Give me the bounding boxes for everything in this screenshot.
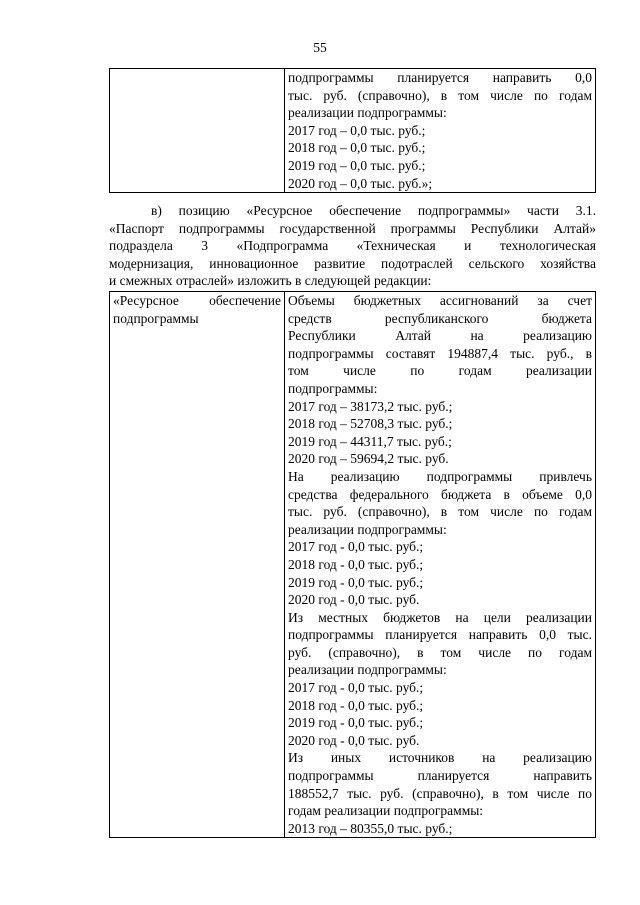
text-line: Объемы бюджетных ассигнований за счет: [288, 293, 592, 308]
text-line: 188552,7 тыс. руб. (справочно), в том числе по: [288, 785, 592, 801]
resource-provision-label-cell: [110, 292, 285, 838]
paragraph-line: модернизация, инновационное развитие подотраслей сельского хозяйства: [109, 255, 596, 271]
text-line: 2020 год - 0,0 тыс. руб.: [288, 592, 420, 608]
paragraph-line: подраздела 3 «Подпрограмма «Техническая и технологическая: [109, 238, 596, 254]
text-line: 2020 год – 59694,2 тыс. руб.: [288, 451, 449, 467]
text-line: тыс. руб. (справочно), в том числе по годам: [288, 87, 592, 103]
text-line: 2018 год - 0,0 тыс. руб.;: [288, 556, 424, 572]
text-line: годам реализации подпрограммы:: [288, 803, 484, 819]
text-line: подпрограммы составят 194887,4 тыс. руб., в: [288, 345, 592, 361]
text-line: 2017 год - 0,0 тыс. руб.;: [288, 539, 424, 555]
paragraph-line: «Паспорт подпрограммы государственной программы Республики Алтай»: [109, 220, 596, 236]
text-line: 2018 год – 0,0 тыс. руб.;: [288, 140, 426, 156]
paragraph-line: и смежных отраслей» изложить в следующей редакции:: [109, 273, 432, 289]
text-line: реализации подпрограммы:: [288, 521, 447, 537]
top-table-left-cell: [110, 69, 285, 193]
page-number: 55: [313, 40, 327, 55]
text-line: 2019 год – 44311,7 тыс. руб.;: [288, 433, 452, 449]
text-line: подпрограммы планируется направить: [288, 768, 592, 784]
text-line: Из местных бюджетов на цели реализации: [288, 609, 592, 625]
text-line: подпрограммы планируется направить 0,0: [288, 70, 592, 85]
text-line: 2020 год – 0,0 тыс. руб.»;: [288, 175, 433, 191]
text-line: Республики Алтай на реализацию: [288, 328, 592, 344]
text-line: реализации подпрограммы:: [288, 105, 447, 121]
text-line: 2013 год – 80355,0 тыс. руб.;: [288, 820, 453, 836]
paragraph-line: в) позицию «Ресурсное обеспечение подпрограммы» части 3.1.: [151, 203, 596, 218]
top-table-right-cell: [285, 69, 596, 193]
text-line: 2019 год - 0,0 тыс. руб.;: [288, 715, 424, 731]
text-line: 2019 год - 0,0 тыс. руб.;: [288, 574, 424, 590]
text-line: подпрограммы:: [288, 380, 378, 396]
text-line: подпрограммы планируется направить 0,0 тыс.: [288, 627, 592, 643]
text-line: средства федерального бюджета в объеме 0,0: [288, 486, 592, 502]
text-line: 2018 год – 52708,3 тыс. руб.;: [288, 416, 453, 432]
label-line: «Ресурсное обеспечение: [113, 293, 281, 308]
text-line: Из иных источников на реализацию: [288, 750, 592, 766]
amendment-paragraph: [109, 202, 596, 290]
text-line: 2020 год - 0,0 тыс. руб.: [288, 732, 420, 748]
text-line: На реализацию подпрограммы привлечь: [288, 468, 592, 484]
label-line: подпрограммы: [113, 310, 199, 326]
text-line: 2017 год – 38173,2 тыс. руб.;: [288, 398, 453, 414]
text-line: руб. (справочно), в том числе по годам: [288, 644, 592, 660]
text-line: 2019 год – 0,0 тыс. руб.;: [288, 157, 426, 173]
text-line: том числе по годам реализации: [288, 363, 592, 379]
top-continuation-table: [109, 68, 596, 193]
resource-provision-value-cell: [285, 292, 596, 838]
text-line: 2017 год – 0,0 тыс. руб.;: [288, 122, 426, 138]
text-line: реализации подпрограммы:: [288, 662, 447, 678]
text-line: 2017 год - 0,0 тыс. руб.;: [288, 680, 424, 696]
text-line: тыс. руб. (справочно), в том числе по годам: [288, 504, 592, 520]
text-line: 2018 год - 0,0 тыс. руб.;: [288, 697, 424, 713]
resource-provision-table: [109, 291, 596, 838]
text-line: средств республиканского бюджета: [288, 310, 592, 326]
